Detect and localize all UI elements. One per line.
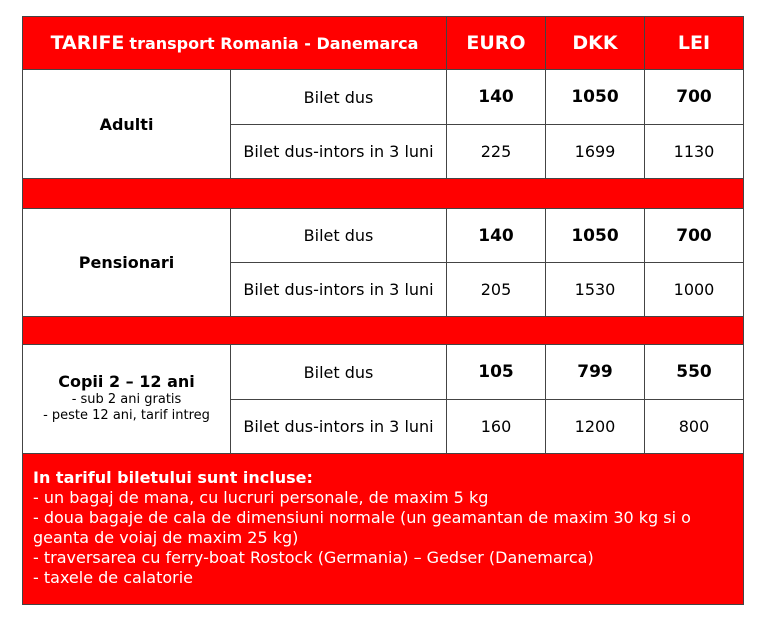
category-copii xyxy=(23,344,230,453)
price-euro: 140 xyxy=(446,208,545,262)
ticket-label: Bilet dus xyxy=(230,344,446,399)
included-item: - doua bagaje de cala de dimensiuni normale (un geamantan de maxim 30 kg si o geanta de voiaj de maxim 25 kg) xyxy=(33,508,691,547)
price-euro: 105 xyxy=(446,344,545,399)
price-lei: 700 xyxy=(644,69,743,124)
included-notes xyxy=(23,453,743,604)
price-dkk: 1530 xyxy=(545,262,644,316)
ticket-label: Bilet dus-intors in 3 luni xyxy=(230,399,446,453)
currency-header-dkk: DKK xyxy=(545,17,644,69)
category-copii-note: - peste 12 ani, tarif intreg xyxy=(43,408,210,423)
price-dkk: 1050 xyxy=(545,208,644,262)
price-lei: 700 xyxy=(644,208,743,262)
price-dkk: 1200 xyxy=(545,399,644,453)
price-dkk: 1050 xyxy=(545,69,644,124)
price-dkk: 799 xyxy=(545,344,644,399)
included-item: - taxele de calatorie xyxy=(33,568,193,587)
price-lei: 1000 xyxy=(644,262,743,316)
price-lei: 800 xyxy=(644,399,743,453)
separator-bar xyxy=(23,178,743,208)
included-item: - traversarea cu ferry-boat Rostock (Germania) – Gedser (Danemarca) xyxy=(33,548,594,567)
title-rest: transport Romania - Danemarca xyxy=(129,33,419,53)
ticket-label: Bilet dus xyxy=(230,208,446,262)
title-strong: TARIFE xyxy=(50,32,125,54)
category-pensionari: Pensionari xyxy=(23,208,230,316)
included-item: - un bagaj de mana, cu lucruri personale, de maxim 5 kg xyxy=(33,488,489,507)
included-title: In tariful biletului sunt incluse: xyxy=(33,468,313,487)
price-dkk: 1699 xyxy=(545,124,644,178)
category-adulti: Adulti xyxy=(23,69,230,178)
price-lei: 550 xyxy=(644,344,743,399)
tariff-table xyxy=(22,16,744,605)
price-euro: 160 xyxy=(446,399,545,453)
ticket-label: Bilet dus-intors in 3 luni xyxy=(230,262,446,316)
currency-header-euro: EURO xyxy=(446,17,545,69)
ticket-label: Bilet dus-intors in 3 luni xyxy=(230,124,446,178)
price-lei: 1130 xyxy=(644,124,743,178)
ticket-label: Bilet dus xyxy=(230,69,446,124)
price-euro: 205 xyxy=(446,262,545,316)
separator-bar xyxy=(23,316,743,344)
currency-header-lei: LEI xyxy=(644,17,743,69)
category-copii-note: - sub 2 ani gratis xyxy=(71,392,182,407)
table-title xyxy=(23,17,446,69)
price-euro: 225 xyxy=(446,124,545,178)
price-euro: 140 xyxy=(446,69,545,124)
category-copii-title: Copii 2 – 12 ani xyxy=(58,372,195,391)
